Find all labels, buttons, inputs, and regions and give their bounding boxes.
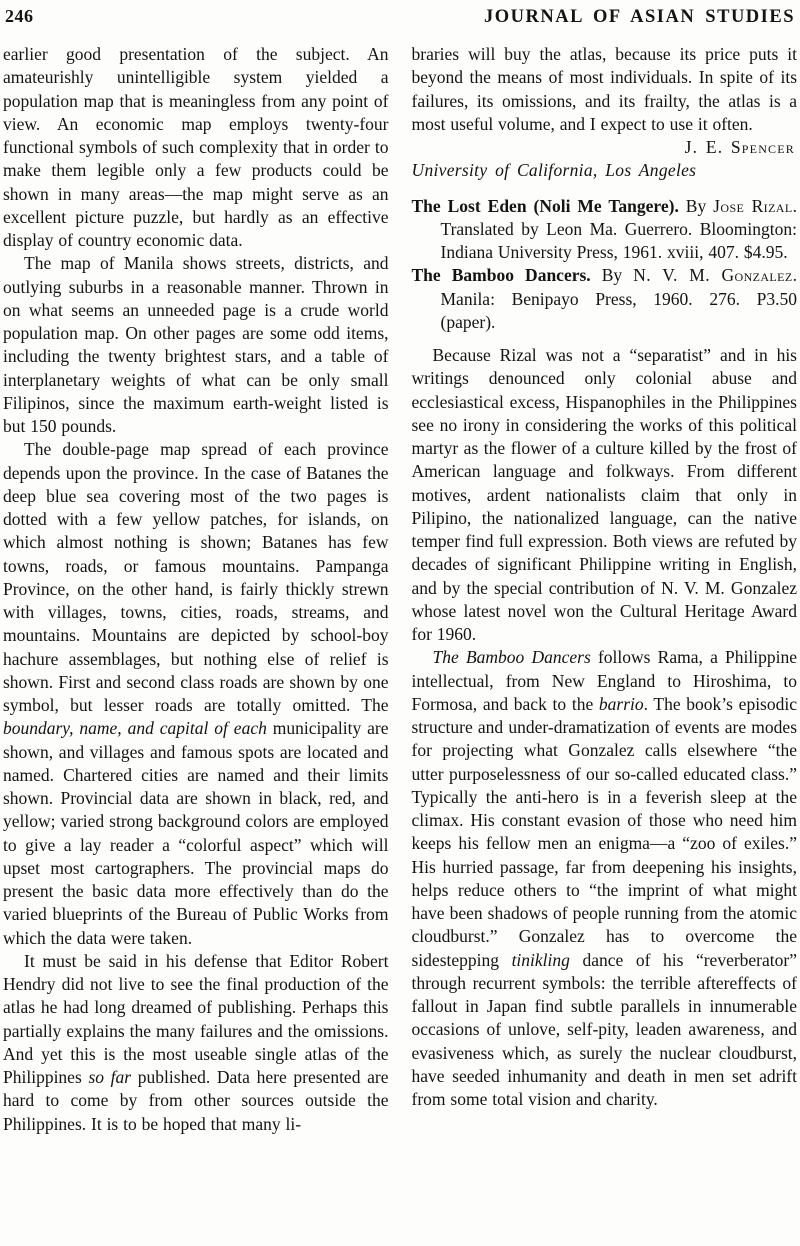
book-citations — [412, 195, 798, 335]
text-run: The Bamboo Dancers — [432, 647, 591, 668]
paragraph-bamboo-dancers-review — [412, 646, 798, 1111]
paragraph-rizal-review — [412, 344, 798, 646]
text-run: municipality are shown, and villages and famous spots are located and named. Chartered cities are named and their limits shown. Provincial data are shown in black, red, and yellow; varied strong background colors are employed to give a lay reader a “colorful aspect” which will upset most cartographers. The provincial maps do present the basic data more effectively than do the varied blueprints of the Bureau of Public Works from which the data were taken. — [3, 718, 389, 948]
text-run: The map of Manila shows streets, districts, and outlying suburbs in a reasonable manner. Thrown in on what seems an unneeded page is a crude world population map. On other pages are some odd items, including the twenty brightest stars, and a table of interplanetary weights of what can be only small Filipinos, since the maximum earth-weight listed is but 150 pounds. — [3, 253, 389, 436]
text-run: The Bamboo Dancers. — [411, 265, 591, 286]
paragraph-manila-map — [3, 252, 389, 438]
text-run: The Lost Eden (Noli Me Tangere). — [411, 195, 679, 216]
page-header — [3, 4, 797, 28]
two-column-layout — [3, 43, 797, 1136]
text-run: boundary, name, and capital of each — [3, 718, 267, 739]
text-run: The double-page map spread of each province depends upon the province. In the case of Batanes the deep blue sea covering most of the two pages is dotted with a few yellow patches, for islands, on which almost nothing is shown; Batanes has few towns, roads, or famous mountains. Pampanga Province, on the other hand, is fairly thickly strewn with villages, towns, cities, roads, streams, and mountains. Mountains are depicted by school-boy hachure assemblages, but nothing else of relief is shown. First and second class roads are shown by one symbol, but lesser roads are totally omitted. The — [3, 439, 389, 715]
page-number: 246 — [5, 6, 34, 26]
text-run: dance of his “reverberator” through recurrent symbols: the terrible aftereffects of fallout in Japan find subtle parallels in innumerable occasions of unlove, self-pity, leaden awareness, and evasiveness which, as surely the nuclear cloudburst, have seeded inhumanity and death in men set adrift from some total vision and charity. — [411, 949, 797, 1109]
text-run: N. V. M. Gonzalez — [633, 265, 793, 286]
text-run: Jose Rizal — [713, 195, 793, 216]
reviewer-affiliation: University of California, Los Angeles — [411, 160, 697, 181]
text-run: Because Rizal was not a “separatist” and in his writings denounced only colonial abuse and ecclesiastical excess, Hispanophiles in the Philippines see no irony in considering the works of this political martyr as the flower of a culture killed by the frost of American language and folkways. From different motives, ardent nationalists claim that only in Pilipino, the nationalized language, can the native temper find full expression. Both views are refuted by decades of significant Philippine writing in English, and by the special contribution of N. V. M. Gonzalez whose latest novel won the Cultural Heritage Award for 1960. — [411, 345, 797, 644]
text-run: published. Data here presented are hard to come by from other sources outside the Philippines. It is to be hoped that many li- — [3, 1067, 389, 1134]
text-run: By — [678, 195, 714, 216]
paragraph-atlas-review-end — [412, 43, 798, 136]
paragraph-atlas-review-continuation — [3, 43, 389, 252]
text-run: . The book’s episodic structure and under-dramatization of events are modes for projecting what Gonzalez calls elsewhere “the utter purposelessness of our so-called educated class.” Typically the anti-hero is in a feverish sleep at the climax. His constant evasion of those who need him keeps his fellow men an enigma—a “zoo of exiles.” His hurried passage, far from deepening his insights, helps reduce others to “the imprint of what might have been shadows of people running from the atomic cloudburst.” Gonzalez has to overcome the sidestepping — [411, 693, 797, 970]
paragraph-editor-defense — [3, 950, 389, 1136]
journal-title: JOURNAL OF ASIAN STUDIES — [483, 7, 795, 27]
text-run: It must be said in his defense that Editor Robert Hendry did not live to see the final production of the atlas he had long dreamed of publishing. Perhaps this partially explains the many failures and the omissions. And yet this is the most useable single atlas of the Philippines — [3, 950, 389, 1087]
right-column — [412, 43, 798, 1136]
reviewer-signature: J. E. Spencer — [684, 137, 795, 157]
left-column — [3, 43, 389, 1136]
text-run: By — [590, 265, 634, 286]
paragraph-province-maps — [3, 438, 389, 950]
text-run: barrio — [598, 693, 644, 714]
book-citation-bamboo-dancers — [412, 264, 798, 334]
text-run: follows Rama, a Philippine intellectual, from New England to Hiroshima, to Formosa, and back to the — [411, 647, 797, 714]
text-run: . Translated by Leon Ma. Guerrero. Bloomington: Indiana University Press, 1961. xviii, 407. $4.95. — [440, 195, 797, 262]
text-run: tinikling — [511, 949, 570, 970]
text-run: . Manila: Benipayo Press, 1960. 276. P3.50 (paper). — [440, 265, 797, 332]
book-citation-lost-eden — [412, 195, 798, 265]
text-run: so far — [88, 1067, 132, 1087]
text-run: earlier good presentation of the subject. An amateurishly unintelligible system yielded a population map that is meaningless from any point of view. An economic map employs twenty-four functional symbols of such complexity that in order to make them legible only a few products could be shown in many areas—the map might serve as an excellent picture puzzle, but hardly as an effective display of country economic data. — [3, 44, 389, 250]
text-run: braries will buy the atlas, because its price puts it beyond the means of most individuals. In spite of its failures, its omissions, and its frailty, the atlas is a most useful volume, and I expect to use it often. — [411, 44, 797, 134]
